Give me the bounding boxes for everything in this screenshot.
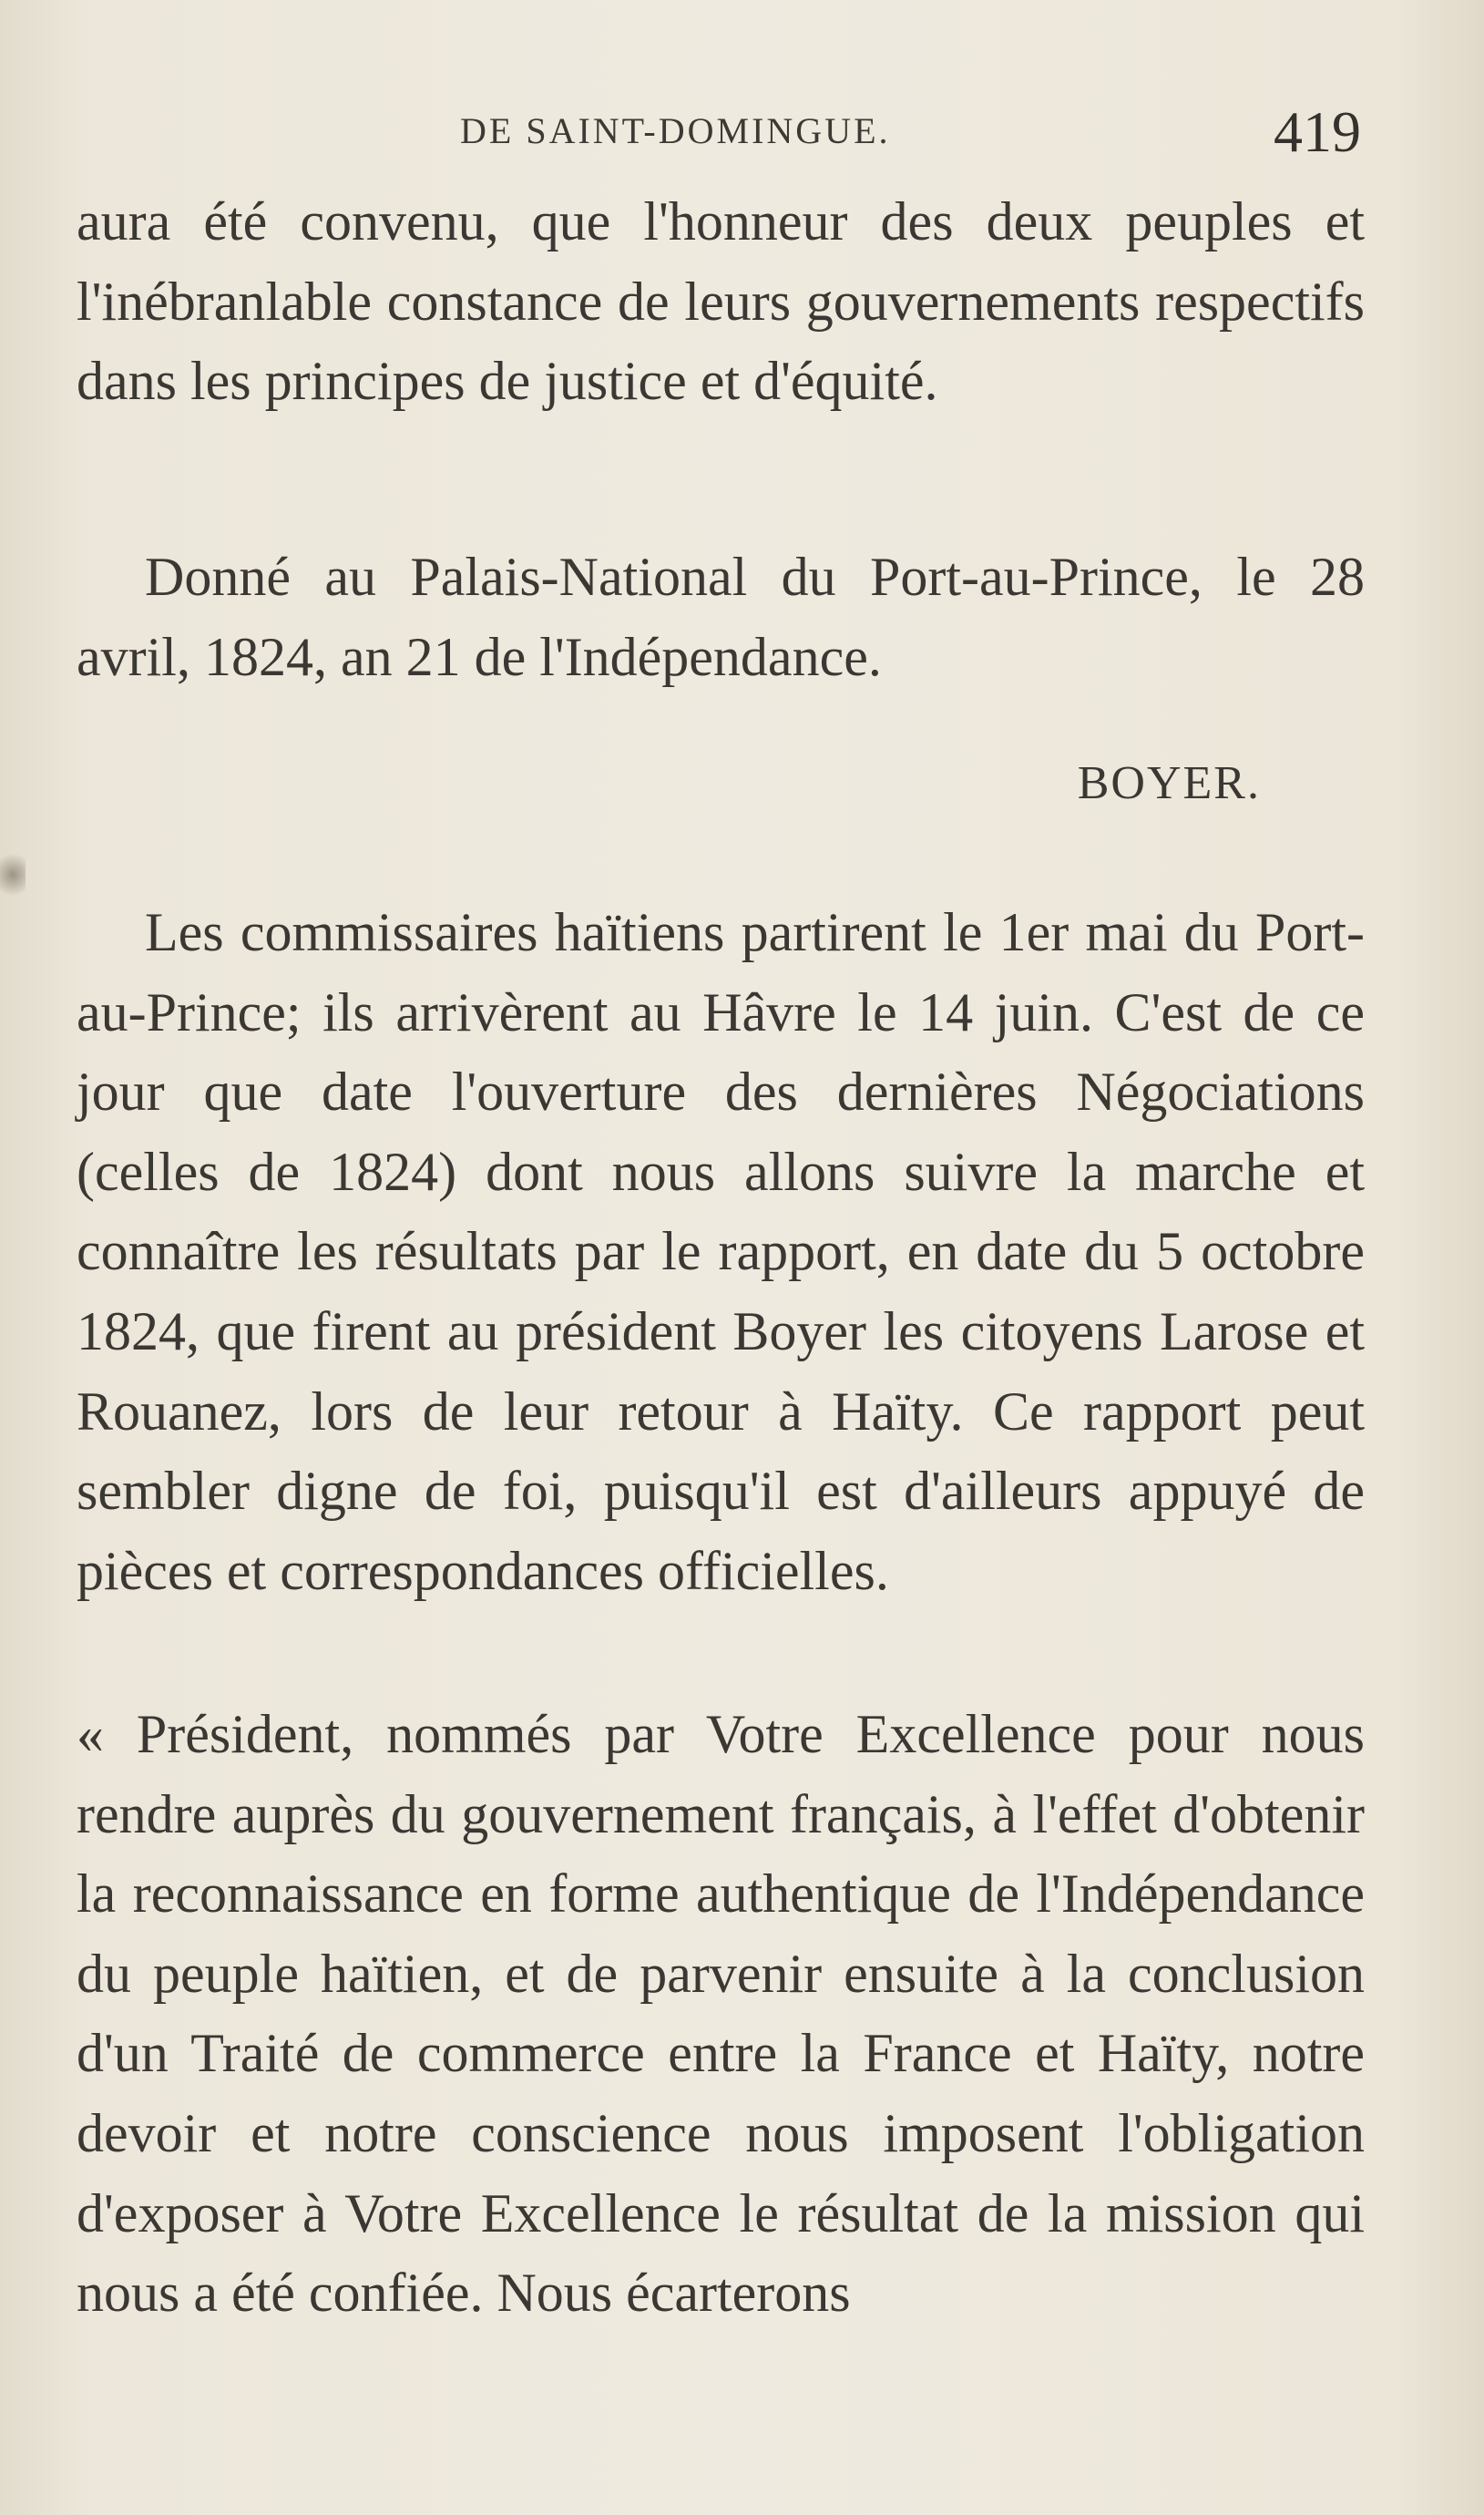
page-stain: [0, 847, 26, 902]
paragraph-dateline: Donné au Palais-National du Port-au-Prince, le 28 avril, 1824, an 21 de l'Indépendance.: [77, 547, 1365, 687]
paragraph-continuation: aura été convenu, que l'honneur des deux peuples et l'inébranlable constance de leurs gouvernements respectifs dans les principes de justice et d'équité.: [77, 191, 1365, 412]
signature: BOYER.: [1077, 757, 1261, 809]
running-title: DE SAINT-DOMINGUE.: [460, 110, 891, 151]
page-header: [0, 98, 1484, 171]
paragraph-report-quote: « Président, nommés par Votre Excellence pour nous rendre auprès du gouvernement français, à l'effet d'obtenir la reconnaissance en forme authentique de l'Indépendance du peuple haïtien, et de parvenir ensuite à la conclusion d'un Traité de commerce entre la France et Haïty, notre devoir et notre conscience nous imposent l'obligation d'exposer à Votre Excellence le résultat de la mission qui nous a été confiée. Nous écarterons: [77, 1704, 1365, 2324]
page-number: 419: [1274, 99, 1361, 164]
paragraph-narrative: Les commissaires haïtiens partirent le 1er mai du Port-au-Prince; ils arrivèrent au Hâvre le 14 juin. C'est de ce jour que date l'ouverture des dernières Négociations (celles de 1824) dont nous allons suivre la marche et connaître les résultats par le rapport, en date du 5 octobre 1824, que firent au président Boyer les citoyens Larose et Rouanez, lors de leur retour à Haïty. Ce rapport peut sembler digne de foi, puisqu'il est d'ailleurs appuyé de pièces et correspondances officielles.: [77, 902, 1365, 1601]
